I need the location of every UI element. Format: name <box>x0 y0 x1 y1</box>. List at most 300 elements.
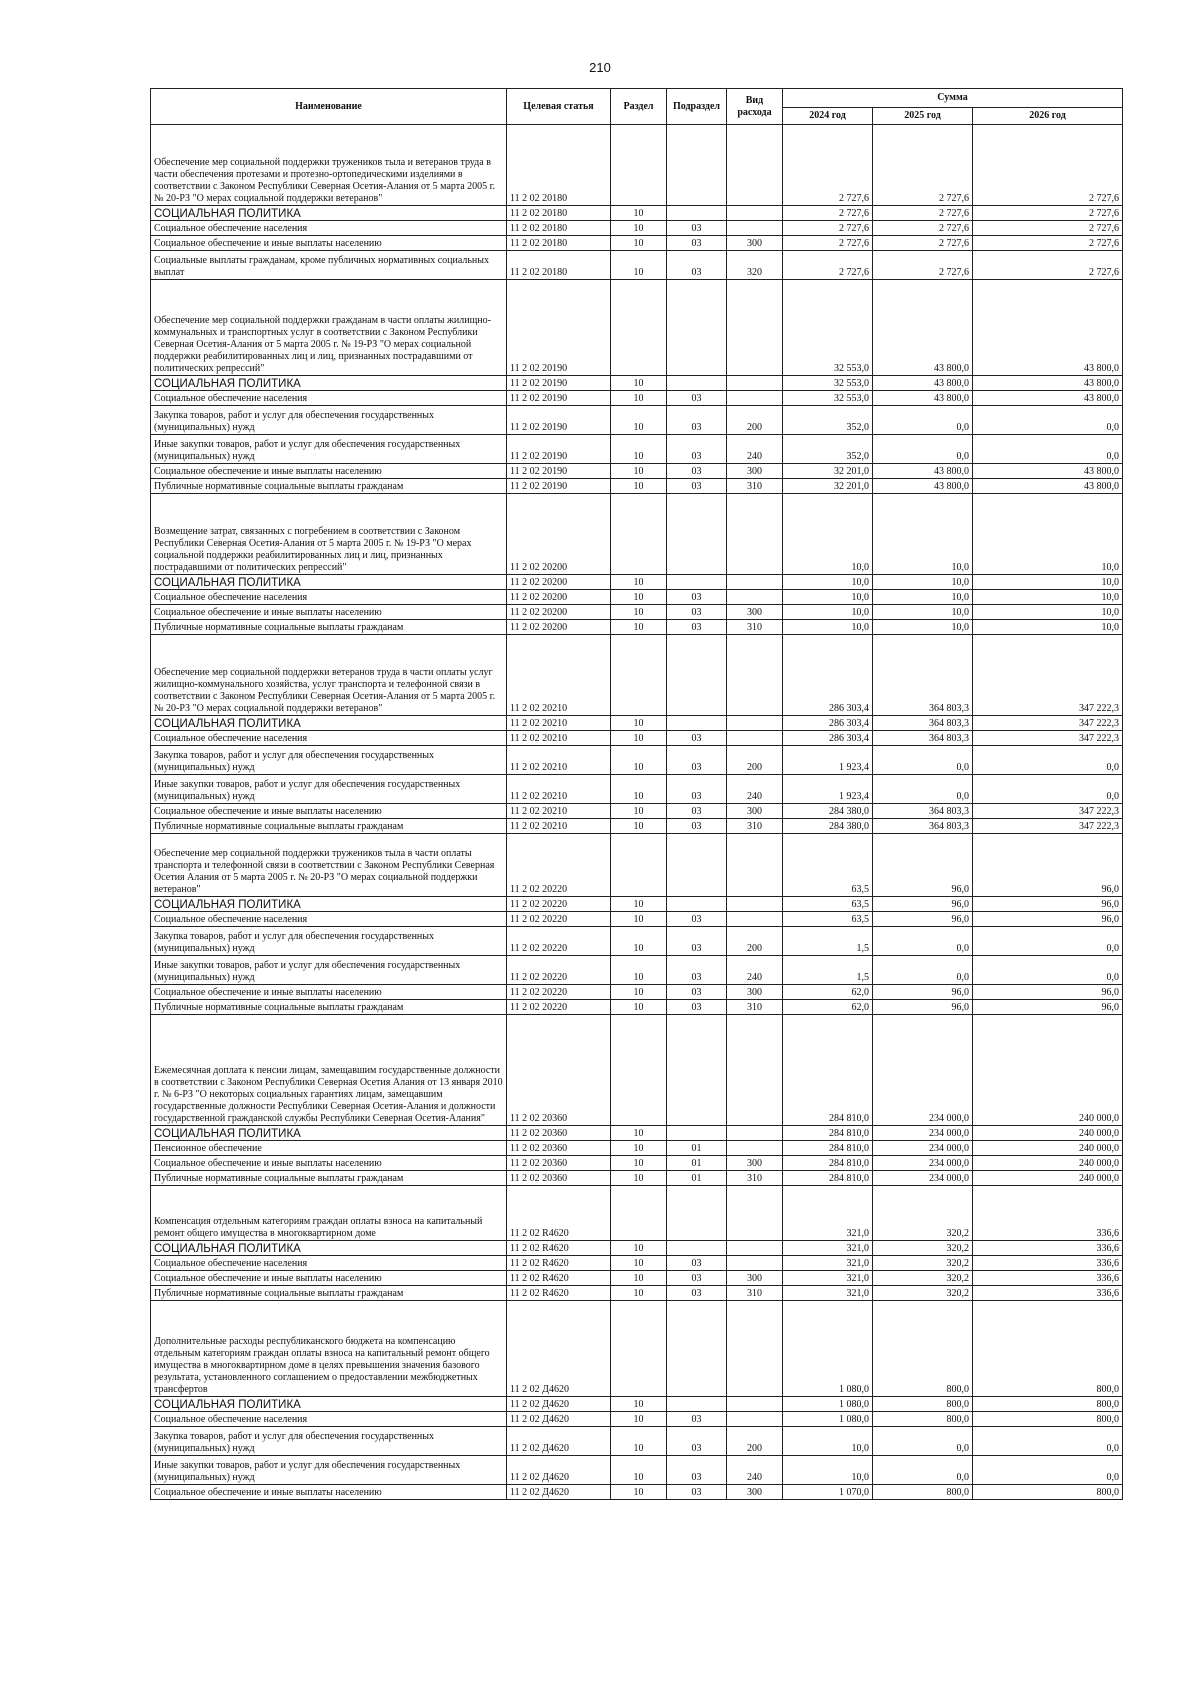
cell-sum-2025: 234 000,0 <box>873 1156 973 1171</box>
cell-sum-2025: 2 727,6 <box>873 221 973 236</box>
cell-sum-2025: 0,0 <box>873 1427 973 1456</box>
table-row <box>151 464 1123 479</box>
cell-name: СОЦИАЛЬНАЯ ПОЛИТИКА <box>151 206 507 221</box>
table-row <box>151 590 1123 605</box>
cell-sum-2025: 96,0 <box>873 897 973 912</box>
cell-target-code: 11 2 02 R4620 <box>507 1241 611 1256</box>
cell-sum-2025: 364 803,3 <box>873 804 973 819</box>
cell-sum-2026: 336,6 <box>973 1286 1123 1301</box>
cell-sum-2025: 800,0 <box>873 1485 973 1500</box>
table-row <box>151 1156 1123 1171</box>
cell-section: 10 <box>611 956 667 985</box>
cell-name: Социальные выплаты гражданам, кроме публичных нормативных социальных выплат <box>151 251 507 280</box>
cell-name: СОЦИАЛЬНАЯ ПОЛИТИКА <box>151 1397 507 1412</box>
cell-expense-type <box>727 494 783 575</box>
budget-table <box>150 88 1123 1500</box>
cell-name: Обеспечение мер социальной поддержки тружеников тыла и ветеранов труда в части обеспечения протезами и протезно-ортопедическими изделиями в соответствии с Законом Республики Северная Осетия-Алания от 5 марта 2005 г. № 20-РЗ "О мерах социальной поддержки ветеранов" <box>151 125 507 206</box>
cell-sum-2025: 364 803,3 <box>873 635 973 716</box>
cell-target-code: 11 2 02 20190 <box>507 464 611 479</box>
cell-sum-2024: 32 553,0 <box>783 280 873 376</box>
cell-target-code: 11 2 02 20210 <box>507 731 611 746</box>
cell-target-code: 11 2 02 20190 <box>507 391 611 406</box>
cell-expense-type: 300 <box>727 1156 783 1171</box>
cell-expense-type <box>727 1301 783 1397</box>
cell-target-code: 11 2 02 Д4620 <box>507 1301 611 1397</box>
cell-sum-2026: 240 000,0 <box>973 1141 1123 1156</box>
cell-target-code: 11 2 02 20220 <box>507 1000 611 1015</box>
cell-expense-type: 200 <box>727 746 783 775</box>
cell-sum-2026: 347 222,3 <box>973 731 1123 746</box>
cell-expense-type: 310 <box>727 1000 783 1015</box>
cell-section <box>611 834 667 897</box>
cell-section: 10 <box>611 1241 667 1256</box>
cell-section: 10 <box>611 1156 667 1171</box>
cell-expense-type: 310 <box>727 479 783 494</box>
cell-target-code: 11 2 02 20180 <box>507 236 611 251</box>
cell-target-code: 11 2 02 20210 <box>507 635 611 716</box>
cell-expense-type <box>727 912 783 927</box>
col-header-2026: 2026 год <box>973 108 1123 125</box>
cell-sum-2025: 2 727,6 <box>873 206 973 221</box>
cell-sum-2024: 284 810,0 <box>783 1171 873 1186</box>
cell-target-code: 11 2 02 20190 <box>507 376 611 391</box>
cell-section: 10 <box>611 775 667 804</box>
cell-sum-2024: 321,0 <box>783 1256 873 1271</box>
cell-sum-2024: 10,0 <box>783 620 873 635</box>
cell-expense-type: 300 <box>727 605 783 620</box>
cell-sum-2024: 286 303,4 <box>783 635 873 716</box>
cell-sum-2026: 0,0 <box>973 1427 1123 1456</box>
cell-sum-2024: 286 303,4 <box>783 716 873 731</box>
cell-sum-2024: 10,0 <box>783 590 873 605</box>
cell-sum-2024: 1 070,0 <box>783 1485 873 1500</box>
cell-sum-2024: 63,5 <box>783 834 873 897</box>
cell-sum-2024: 321,0 <box>783 1286 873 1301</box>
cell-target-code: 11 2 02 20190 <box>507 479 611 494</box>
table-row <box>151 1241 1123 1256</box>
cell-target-code: 11 2 02 20220 <box>507 927 611 956</box>
table-row <box>151 956 1123 985</box>
cell-sum-2024: 321,0 <box>783 1241 873 1256</box>
cell-target-code: 11 2 02 Д4620 <box>507 1412 611 1427</box>
cell-section: 10 <box>611 985 667 1000</box>
cell-sum-2024: 1 080,0 <box>783 1301 873 1397</box>
cell-sum-2026: 0,0 <box>973 435 1123 464</box>
cell-target-code: 11 2 02 20210 <box>507 775 611 804</box>
cell-sum-2025: 364 803,3 <box>873 731 973 746</box>
cell-name: Закупка товаров, работ и услуг для обеспечения государственных (муниципальных) нужд <box>151 927 507 956</box>
cell-section: 10 <box>611 590 667 605</box>
cell-expense-type <box>727 897 783 912</box>
cell-section: 10 <box>611 1126 667 1141</box>
cell-target-code: 11 2 02 20180 <box>507 125 611 206</box>
cell-subsection <box>667 1126 727 1141</box>
cell-name: Возмещение затрат, связанных с погребением в соответствии с Законом Республики Северная Осетия-Алания от 5 марта 2005 г. № 19-РЗ "О мерах социальной поддержки реабилитированных лиц и лиц, признанных пострадавшими от политических репрессий" <box>151 494 507 575</box>
cell-subsection <box>667 1186 727 1241</box>
cell-target-code: 11 2 02 20200 <box>507 590 611 605</box>
cell-section <box>611 1186 667 1241</box>
cell-section: 10 <box>611 1412 667 1427</box>
cell-subsection: 03 <box>667 927 727 956</box>
cell-section <box>611 635 667 716</box>
cell-subsection: 03 <box>667 731 727 746</box>
cell-section: 10 <box>611 927 667 956</box>
table-body <box>151 125 1123 1500</box>
cell-sum-2024: 1 923,4 <box>783 746 873 775</box>
cell-sum-2024: 62,0 <box>783 1000 873 1015</box>
cell-section: 10 <box>611 1171 667 1186</box>
cell-subsection <box>667 280 727 376</box>
cell-section <box>611 125 667 206</box>
cell-sum-2024: 284 810,0 <box>783 1156 873 1171</box>
cell-sum-2025: 800,0 <box>873 1412 973 1427</box>
cell-sum-2024: 1,5 <box>783 927 873 956</box>
cell-sum-2026: 43 800,0 <box>973 464 1123 479</box>
cell-expense-type: 300 <box>727 464 783 479</box>
cell-subsection <box>667 494 727 575</box>
cell-expense-type <box>727 206 783 221</box>
cell-sum-2026: 10,0 <box>973 620 1123 635</box>
table-row <box>151 1126 1123 1141</box>
table-row <box>151 819 1123 834</box>
cell-sum-2025: 364 803,3 <box>873 819 973 834</box>
cell-sum-2024: 284 810,0 <box>783 1015 873 1126</box>
cell-sum-2026: 347 222,3 <box>973 819 1123 834</box>
cell-name: СОЦИАЛЬНАЯ ПОЛИТИКА <box>151 376 507 391</box>
cell-expense-type <box>727 1397 783 1412</box>
cell-sum-2025: 234 000,0 <box>873 1015 973 1126</box>
cell-target-code: 11 2 02 20220 <box>507 834 611 897</box>
cell-sum-2025: 234 000,0 <box>873 1171 973 1186</box>
cell-target-code: 11 2 02 Д4620 <box>507 1427 611 1456</box>
cell-section <box>611 1015 667 1126</box>
cell-name: Социальное обеспечение и иные выплаты населению <box>151 605 507 620</box>
cell-subsection: 03 <box>667 590 727 605</box>
cell-subsection <box>667 125 727 206</box>
cell-subsection <box>667 376 727 391</box>
table-row <box>151 479 1123 494</box>
cell-target-code: 11 2 02 20190 <box>507 435 611 464</box>
cell-section <box>611 280 667 376</box>
cell-target-code: 11 2 02 20360 <box>507 1156 611 1171</box>
cell-name: Иные закупки товаров, работ и услуг для обеспечения государственных (муниципальных) нужд <box>151 435 507 464</box>
cell-subsection: 03 <box>667 236 727 251</box>
table-row <box>151 716 1123 731</box>
cell-target-code: 11 2 02 20360 <box>507 1126 611 1141</box>
cell-expense-type <box>727 1126 783 1141</box>
cell-subsection: 03 <box>667 1412 727 1427</box>
cell-expense-type <box>727 1412 783 1427</box>
cell-expense-type: 300 <box>727 985 783 1000</box>
cell-subsection <box>667 575 727 590</box>
cell-sum-2026: 800,0 <box>973 1485 1123 1500</box>
cell-sum-2026: 2 727,6 <box>973 221 1123 236</box>
cell-sum-2024: 1 923,4 <box>783 775 873 804</box>
cell-expense-type <box>727 635 783 716</box>
cell-name: СОЦИАЛЬНАЯ ПОЛИТИКА <box>151 716 507 731</box>
cell-expense-type <box>727 376 783 391</box>
cell-target-code: 11 2 02 20210 <box>507 716 611 731</box>
cell-name: Социальное обеспечение населения <box>151 590 507 605</box>
cell-expense-type <box>727 1186 783 1241</box>
cell-sum-2026: 336,6 <box>973 1241 1123 1256</box>
cell-subsection: 03 <box>667 912 727 927</box>
cell-target-code: 11 2 02 20360 <box>507 1141 611 1156</box>
cell-target-code: 11 2 02 R4620 <box>507 1286 611 1301</box>
cell-sum-2025: 2 727,6 <box>873 236 973 251</box>
cell-sum-2025: 2 727,6 <box>873 251 973 280</box>
table-row <box>151 1485 1123 1500</box>
cell-subsection: 03 <box>667 605 727 620</box>
cell-name: Закупка товаров, работ и услуг для обеспечения государственных (муниципальных) нужд <box>151 746 507 775</box>
cell-target-code: 11 2 02 20210 <box>507 746 611 775</box>
cell-section: 10 <box>611 1256 667 1271</box>
cell-expense-type: 200 <box>727 406 783 435</box>
cell-name: Обеспечение мер социальной поддержки тружеников тыла в части оплаты транспорта и телефонной связи в соответствии с Законом Республики Северная Осетия Алания от 5 марта 2005 г. № 20-РЗ "О мерах социальной поддержки ветеранов" <box>151 834 507 897</box>
table-row <box>151 221 1123 236</box>
table-row <box>151 1456 1123 1485</box>
cell-subsection: 03 <box>667 1485 727 1500</box>
cell-subsection: 03 <box>667 819 727 834</box>
table-row <box>151 1186 1123 1241</box>
cell-sum-2024: 2 727,6 <box>783 251 873 280</box>
cell-name: Пенсионное обеспечение <box>151 1141 507 1156</box>
table-row <box>151 1141 1123 1156</box>
cell-sum-2026: 800,0 <box>973 1301 1123 1397</box>
cell-target-code: 11 2 02 20200 <box>507 605 611 620</box>
cell-subsection: 03 <box>667 1256 727 1271</box>
cell-target-code: 11 2 02 20210 <box>507 819 611 834</box>
cell-sum-2024: 32 201,0 <box>783 464 873 479</box>
cell-sum-2024: 32 201,0 <box>783 479 873 494</box>
cell-section: 10 <box>611 716 667 731</box>
cell-expense-type: 200 <box>727 1427 783 1456</box>
cell-sum-2025: 0,0 <box>873 1456 973 1485</box>
cell-section: 10 <box>611 1397 667 1412</box>
cell-name: Обеспечение мер социальной поддержки гражданам в части оплаты жилищно-коммунальных и транспортных услуг в соответствии с Законом Республики Северная Осетия-Алания от 5 марта 2005 г. № 19-РЗ "О мерах социальной поддержки реабилитированных лиц и лиц, признанных пострадавшими от политических репрессий" <box>151 280 507 376</box>
cell-name: Иные закупки товаров, работ и услуг для обеспечения государственных (муниципальных) нужд <box>151 1456 507 1485</box>
cell-subsection: 03 <box>667 956 727 985</box>
cell-section: 10 <box>611 731 667 746</box>
cell-section: 10 <box>611 746 667 775</box>
cell-sum-2025: 96,0 <box>873 834 973 897</box>
cell-name: Закупка товаров, работ и услуг для обеспечения государственных (муниципальных) нужд <box>151 1427 507 1456</box>
cell-name: Социальное обеспечение и иные выплаты населению <box>151 1485 507 1500</box>
cell-subsection: 03 <box>667 1271 727 1286</box>
cell-target-code: 11 2 02 20180 <box>507 206 611 221</box>
table-row <box>151 280 1123 376</box>
cell-subsection: 03 <box>667 1000 727 1015</box>
cell-name: Публичные нормативные социальные выплаты гражданам <box>151 620 507 635</box>
cell-target-code: 11 2 02 20210 <box>507 804 611 819</box>
cell-target-code: 11 2 02 20360 <box>507 1015 611 1126</box>
table-row <box>151 1271 1123 1286</box>
cell-target-code: 11 2 02 20200 <box>507 494 611 575</box>
cell-subsection: 03 <box>667 435 727 464</box>
cell-section: 10 <box>611 1485 667 1500</box>
cell-sum-2026: 240 000,0 <box>973 1126 1123 1141</box>
cell-sum-2024: 1 080,0 <box>783 1397 873 1412</box>
cell-subsection: 03 <box>667 479 727 494</box>
cell-sum-2024: 63,5 <box>783 912 873 927</box>
col-header-section: Раздел <box>611 89 667 125</box>
col-header-name: Наименование <box>151 89 507 125</box>
cell-section: 10 <box>611 435 667 464</box>
cell-sum-2026: 43 800,0 <box>973 280 1123 376</box>
cell-sum-2025: 800,0 <box>873 1397 973 1412</box>
cell-expense-type: 300 <box>727 1485 783 1500</box>
cell-sum-2025: 43 800,0 <box>873 376 973 391</box>
cell-target-code: 11 2 02 20360 <box>507 1171 611 1186</box>
cell-sum-2025: 320,2 <box>873 1186 973 1241</box>
cell-subsection <box>667 716 727 731</box>
cell-subsection: 03 <box>667 775 727 804</box>
cell-expense-type: 240 <box>727 775 783 804</box>
cell-name: Публичные нормативные социальные выплаты гражданам <box>151 479 507 494</box>
cell-section: 10 <box>611 620 667 635</box>
cell-sum-2024: 286 303,4 <box>783 731 873 746</box>
cell-target-code: 11 2 02 20220 <box>507 897 611 912</box>
cell-name: Социальное обеспечение и иные выплаты населению <box>151 1156 507 1171</box>
cell-section: 10 <box>611 912 667 927</box>
cell-expense-type <box>727 575 783 590</box>
cell-sum-2024: 10,0 <box>783 1427 873 1456</box>
cell-section: 10 <box>611 1286 667 1301</box>
cell-subsection: 03 <box>667 620 727 635</box>
cell-name: Социальное обеспечение и иные выплаты населению <box>151 985 507 1000</box>
cell-sum-2024: 10,0 <box>783 1456 873 1485</box>
cell-sum-2025: 320,2 <box>873 1286 973 1301</box>
cell-sum-2025: 234 000,0 <box>873 1126 973 1141</box>
cell-section <box>611 1301 667 1397</box>
cell-name: Социальное обеспечение и иные выплаты населению <box>151 1271 507 1286</box>
cell-expense-type <box>727 1015 783 1126</box>
cell-sum-2024: 321,0 <box>783 1271 873 1286</box>
cell-subsection: 03 <box>667 221 727 236</box>
cell-sum-2026: 0,0 <box>973 406 1123 435</box>
cell-name: Публичные нормативные социальные выплаты гражданам <box>151 819 507 834</box>
cell-sum-2026: 96,0 <box>973 1000 1123 1015</box>
cell-name: СОЦИАЛЬНАЯ ПОЛИТИКА <box>151 1241 507 1256</box>
cell-name: Социальное обеспечение и иные выплаты населению <box>151 464 507 479</box>
cell-sum-2025: 43 800,0 <box>873 479 973 494</box>
cell-target-code: 11 2 02 R4620 <box>507 1271 611 1286</box>
cell-name: Закупка товаров, работ и услуг для обеспечения государственных (муниципальных) нужд <box>151 406 507 435</box>
cell-subsection: 03 <box>667 391 727 406</box>
cell-section: 10 <box>611 804 667 819</box>
cell-sum-2024: 2 727,6 <box>783 206 873 221</box>
cell-section: 10 <box>611 1456 667 1485</box>
cell-target-code: 11 2 02 R4620 <box>507 1256 611 1271</box>
table-row <box>151 391 1123 406</box>
table-row <box>151 746 1123 775</box>
cell-sum-2026: 347 222,3 <box>973 635 1123 716</box>
cell-section: 10 <box>611 221 667 236</box>
cell-sum-2024: 2 727,6 <box>783 221 873 236</box>
cell-sum-2025: 10,0 <box>873 575 973 590</box>
cell-sum-2024: 1,5 <box>783 956 873 985</box>
cell-sum-2024: 32 553,0 <box>783 376 873 391</box>
cell-sum-2026: 336,6 <box>973 1186 1123 1241</box>
cell-section: 10 <box>611 1427 667 1456</box>
cell-sum-2026: 336,6 <box>973 1256 1123 1271</box>
cell-subsection: 03 <box>667 1286 727 1301</box>
cell-sum-2025: 0,0 <box>873 927 973 956</box>
cell-expense-type: 320 <box>727 251 783 280</box>
cell-section: 10 <box>611 479 667 494</box>
table-row <box>151 912 1123 927</box>
cell-expense-type: 200 <box>727 927 783 956</box>
table-row <box>151 1000 1123 1015</box>
cell-sum-2026: 800,0 <box>973 1412 1123 1427</box>
col-header-2024: 2024 год <box>783 108 873 125</box>
cell-name: Иные закупки товаров, работ и услуг для обеспечения государственных (муниципальных) нужд <box>151 775 507 804</box>
cell-sum-2026: 2 727,6 <box>973 206 1123 221</box>
cell-sum-2025: 2 727,6 <box>873 125 973 206</box>
cell-sum-2025: 10,0 <box>873 605 973 620</box>
cell-sum-2026: 0,0 <box>973 956 1123 985</box>
cell-sum-2026: 347 222,3 <box>973 804 1123 819</box>
cell-sum-2025: 10,0 <box>873 590 973 605</box>
cell-sum-2025: 96,0 <box>873 1000 973 1015</box>
cell-section: 10 <box>611 376 667 391</box>
col-header-2025: 2025 год <box>873 108 973 125</box>
cell-name: Ежемесячная доплата к пенсии лицам, замещавшим государственные должности в соответствии с Законом Республики Северная Осетия Алания от 13 января 2010 г. № 6-РЗ "О некоторых социальных гарантиях лицам, замещавшим государственные должности Республики Северная Осетия-Алания и должности государственной гражданской службы Республики Северная Осетия-Алания" <box>151 1015 507 1126</box>
cell-sum-2025: 0,0 <box>873 956 973 985</box>
cell-sum-2025: 234 000,0 <box>873 1141 973 1156</box>
cell-sum-2025: 10,0 <box>873 494 973 575</box>
cell-name: Дополнительные расходы республиканского бюджета на компенсацию отдельным категориям граждан оплаты взноса на капитальный ремонт общего имущества в многоквартирном доме в целях превышения значения базового результата, установленного соглашением о предоставлении межбюджетных трансфертов <box>151 1301 507 1397</box>
cell-target-code: 11 2 02 20180 <box>507 221 611 236</box>
cell-target-code: 11 2 02 20220 <box>507 985 611 1000</box>
cell-sum-2026: 800,0 <box>973 1397 1123 1412</box>
cell-subsection <box>667 635 727 716</box>
cell-target-code: 11 2 02 20220 <box>507 956 611 985</box>
cell-sum-2024: 2 727,6 <box>783 125 873 206</box>
cell-subsection: 03 <box>667 746 727 775</box>
cell-name: Социальное обеспечение и иные выплаты населению <box>151 804 507 819</box>
cell-subsection: 03 <box>667 804 727 819</box>
cell-name: Обеспечение мер социальной поддержки ветеранов труда в части оплаты услуг жилищно-коммунального хозяйства, услуг транспорта и телефонной связи в соответствии с Законом Республики Северная Осетия-Алания от 5 марта 2005 г. № 20-РЗ "О мерах социальной поддержки ветеранов" <box>151 635 507 716</box>
cell-name: СОЦИАЛЬНАЯ ПОЛИТИКА <box>151 575 507 590</box>
cell-sum-2025: 0,0 <box>873 435 973 464</box>
cell-expense-type <box>727 280 783 376</box>
cell-sum-2026: 2 727,6 <box>973 251 1123 280</box>
cell-name: Социальное обеспечение населения <box>151 731 507 746</box>
header-row <box>151 89 1123 108</box>
cell-subsection: 03 <box>667 406 727 435</box>
cell-sum-2025: 0,0 <box>873 775 973 804</box>
cell-expense-type: 300 <box>727 236 783 251</box>
cell-subsection <box>667 834 727 897</box>
cell-sum-2024: 2 727,6 <box>783 236 873 251</box>
cell-sum-2026: 96,0 <box>973 985 1123 1000</box>
cell-subsection: 01 <box>667 1141 727 1156</box>
cell-sum-2024: 10,0 <box>783 494 873 575</box>
cell-sum-2026: 240 000,0 <box>973 1015 1123 1126</box>
cell-sum-2024: 1 080,0 <box>783 1412 873 1427</box>
cell-subsection: 01 <box>667 1171 727 1186</box>
cell-sum-2024: 32 553,0 <box>783 391 873 406</box>
table-row <box>151 494 1123 575</box>
cell-subsection <box>667 1241 727 1256</box>
page-number: 210 <box>589 60 611 75</box>
table-row <box>151 575 1123 590</box>
cell-sum-2026: 96,0 <box>973 897 1123 912</box>
table-row <box>151 635 1123 716</box>
cell-target-code: 11 2 02 20190 <box>507 280 611 376</box>
cell-sum-2024: 62,0 <box>783 985 873 1000</box>
